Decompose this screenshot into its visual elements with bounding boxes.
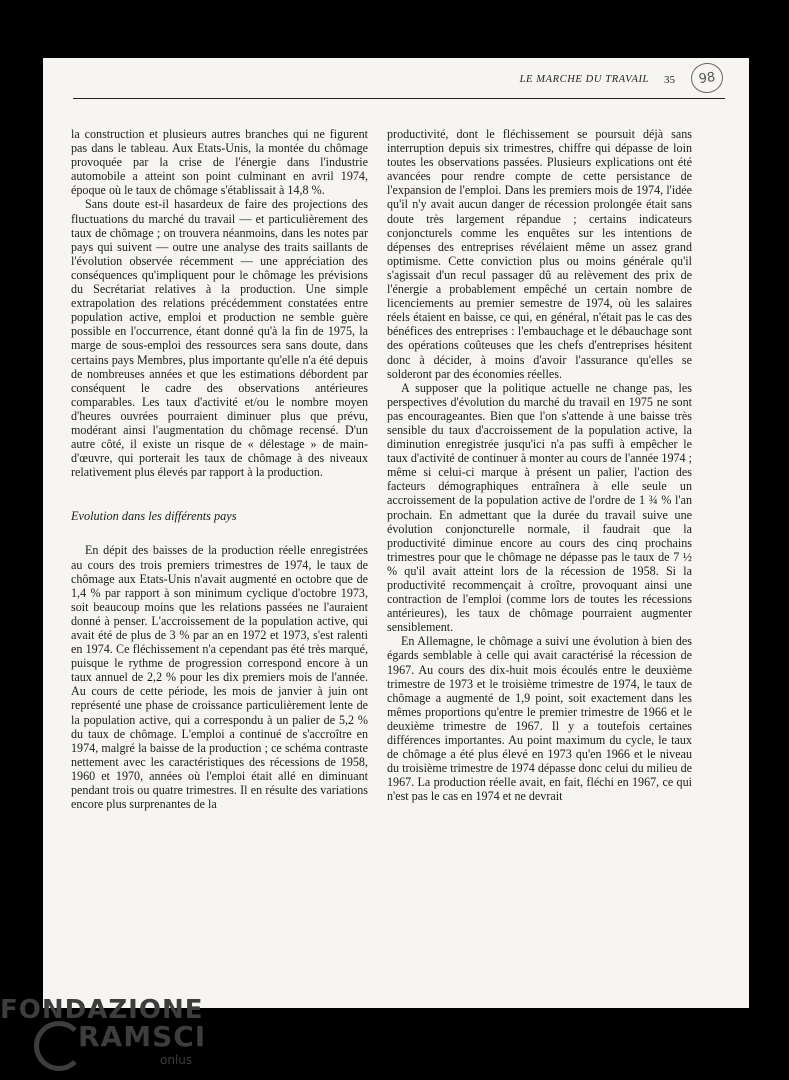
- right-paragraph-2: A supposer que la politique actuelle ne change pas, les perspectives d'évolution du marché du travail en 1975 ne sont pas encourageantes. Bien que l'on s'attende à une baisse très sensible du taux d'accroissement de la population active, la diminution enregistrée jusqu'ici n'a pas suffi à empêcher le taux d'activité de continuer à monter au cours de l'année 1974 ; même si celui-ci marque à présent un palier, l'action des facteurs démographiques entraînera à elle seule un accroissement de la population active de l'ordre de 1 ¾ % l'an prochain. En admettant que la durée du travail suive une évolution conjoncturelle normale, il faudrait que la productivité diminue encore au cours des cinq prochains trimestres pour que le chômage ne dépasse pas le taux de 7 ½ % qu'il avait atteint lors de la récession de 1958. Si la productivité recommençait à croître, provoquant ainsi une contraction de l'emploi (comme lors de toutes les récessions antérieures), les taux de chômage pourraient augmenter sensiblement.: [387, 380, 692, 635]
- running-title: LE MARCHE DU TRAVAIL: [519, 74, 649, 85]
- page-number: 35: [664, 74, 675, 86]
- archive-number-stamp: 98: [689, 61, 725, 95]
- logo-line-1: FONDAZIONE: [0, 995, 204, 1025]
- right-paragraph-3: En Allemagne, le chômage a suivi une évolution à bien des égards semblable à celle qui avait caractérisé la récession de 1967. Au cours des dix-huit mois écoulés entre le deuxième trimestre de 1973 et le troisième trimestre de 1974, le taux de chômage a augmenté de 1,9 point, soit exactement dans les mêmes proportions qu'entre le premier trimestre de 1966 et le deuxième trimestre de 1967. Il y a toutefois certaines différences importantes. Au point maximum du cycle, le taux de chômage a été plus élevé en 1973 qu'en 1966 et le niveau du troisième trimestre de 1974 dépasse donc celui du milieu de 1967. La production réelle avait, en fait, fléchi en 1967, ce qui n'est pas le cas en 1974 et ne devrait: [387, 634, 692, 804]
- logo-sub: onlus: [160, 1053, 193, 1067]
- logo-g-icon: [34, 1021, 84, 1071]
- right-column: [387, 127, 692, 804]
- fondazione-gramsci-logo: [0, 995, 220, 1075]
- left-paragraph-1: la construction et plusieurs autres branches qui ne figurent pas dans le tableau. Aux Etats-Unis, la montée du chômage provoquée par la crise de l'énergie dans l'industrie automobile a atteint son point culminant en avril 1974, époque où le taux de chômage s'établissait à 14,8 %.: [71, 127, 368, 198]
- page-header: [73, 69, 725, 99]
- scanned-page: [43, 58, 749, 1008]
- left-paragraph-3: En dépit des baisses de la production réelle enregistrées au cours des trois premiers trimestres de 1974, le taux de chômage aux Etats-Unis n'avait augmenté en octobre que de 1,4 % par rapport à son minimum cyclique d'octobre 1973, soit beaucoup moins que les relations passées ne l'auraient donné à penser. L'accroissement de la population active, qui avait été de plus de 3 % par an en 1972 et 1973, s'est ralenti en 1974. Ce fléchissement n'a cependant pas été très marqué, puisque le rythme de progression correspond encore à un taux annuel de 2,2 % pour les dix premiers mois de l'année. Au cours de cette période, les mois de janvier à juin ont représenté une phase de croissance particulièrement lente de la population active, qui a correspondu à un palier de 5,2 % du taux de chômage. L'emploi a continué de s'accroître en 1974, malgré la baisse de la production ; ce schéma contraste nettement avec les caractéristiques des récessions de 1958, 1960 et 1970, années où l'emploi était allé en diminuant pendant trois ou quatre trimestres. Il en résulte des variations encore plus surprenantes de la: [71, 543, 368, 812]
- left-paragraph-2: Sans doute est-il hasardeux de faire des projections des fluctuations du marché du travail — et particulièrement des taux de chômage ; on trouvera néanmoins, dans les notes par pays qui suivent — outre une analyse des traits saillants de l'évolution observée récemment — une appréciation des conséquences qu'impliquent pour le chômage les prévisions du Secrétariat relatives à la production. Une simple extrapolation des relations précédemment constatées entre population active, emploi et production ne semble guère possible en l'occurrence, étant donné qu'à la fin de 1975, la marge de sous-emploi des ressources sera sans doute, dans certains pays Membres, plus importante qu'elle n'a été depuis de nombreuses années et que les estimations débordent par conséquent le cadre des observations antérieures comparables. Les taux d'activité et/ou le nombre moyen d'heures ouvrées pourraient diminuer plus que prévu, modérant ainsi l'augmentation du chômage recensé. D'un autre côté, il existe un risque de « délestage » de main-d'œuvre, qui porterait les taux de chômage à des niveaux relativement plus élevés par rapport à la production.: [71, 197, 368, 480]
- section-heading: Evolution dans les différents pays: [71, 509, 237, 524]
- logo-line-2: RAMSCI: [78, 1020, 207, 1053]
- left-column: [71, 127, 368, 811]
- right-paragraph-1: productivité, dont le fléchissement se poursuit déjà sans interruption depuis six trimestres, chiffre qui dépasse de loin toutes les observations passées. Plusieurs explications ont été avancées pour rendre compte de cette persistance de l'expansion de l'emploi. Dans les premiers mois de 1974, l'idée qu'il n'y avait aucun danger de récession prolongée était sans doute très largement répandue ; certains indicateurs conjoncturels comme les enquêtes sur les intentions de dépenses des entreprises révélaient même un assez grand optimisme. Cette conviction plus ou moins générale qu'il s'agissait d'un recul passager dû au relèvement des prix de l'énergie a probablement empêché un certain nombre de licenciements au premier semestre de 1974, où les salaires réels étaient en baisse, ce qui, en général, n'était pas le cas des bénéfices des entreprises : l'embauchage et le débauchage sont des opérations coûteuses que les chefs d'entreprises hésitent donc à décider, à moins d'avoir l'assurance qu'elles se solderont par des économies réelles.: [387, 127, 692, 381]
